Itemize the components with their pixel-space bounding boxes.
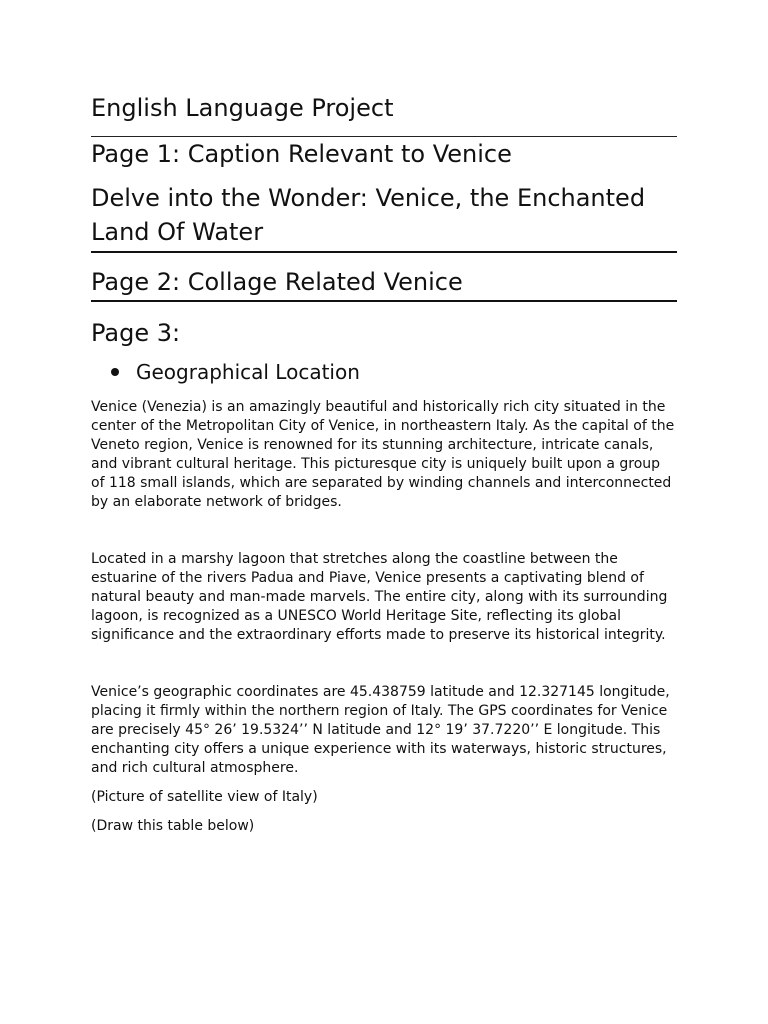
bullet-dot-icon: [111, 368, 119, 376]
bullet-item-geographical-location: [111, 358, 677, 386]
page2-heading: Page 2: Collage Related Venice: [91, 265, 677, 302]
document-title: English Language Project: [91, 92, 677, 137]
note-draw-table: (Draw this table below): [91, 818, 255, 834]
bullet-item-label: Geographical Location: [136, 360, 360, 384]
page3-heading: Page 3:: [91, 319, 181, 347]
paragraph-coordinates: Venice’s geographic coordinates are 45.438759 latitude and 12.327145 longitude, placing it firmly within the northern region of Italy. The GPS coordinates for Venice are precisely 45° 26’ 19.5324’’ N latitude and 12° 19’ 37.7220’’ E longitude. This enchanting city offers a unique experience with its waterways, historic structures, and rich cultural atmosphere.: [91, 684, 670, 776]
paragraph-lagoon: Located in a marshy lagoon that stretches along the coastline between the estuarine of the rivers Padua and Piave, Venice presents a captivating blend of natural beauty and man-made marvels. The entire city, along with its surrounding lagoon, is recognized as a UNESCO World Heritage Site, reflecting its global significance and the extraordinary efforts made to preserve its historical integrity.: [91, 551, 668, 643]
bullet-list: [91, 358, 677, 386]
note-satellite-picture: (Picture of satellite view of Italy): [91, 789, 318, 805]
caption-heading: Delve into the Wonder: Venice, the Enchanted Land Of Water: [91, 181, 677, 253]
page1-heading: Page 1: Caption Relevant to Venice: [91, 140, 512, 168]
paragraph-intro: Venice (Venezia) is an amazingly beautiful and historically rich city situated in the center of the Metropolitan City of Venice, in northeastern Italy. As the capital of the Veneto region, Venice is renowned for its stunning architecture, intricate canals, and vibrant cultural heritage. This picturesque city is uniquely built upon a group of 118 small islands, which are separated by winding channels and interconnected by an elaborate network of bridges.: [91, 399, 675, 510]
